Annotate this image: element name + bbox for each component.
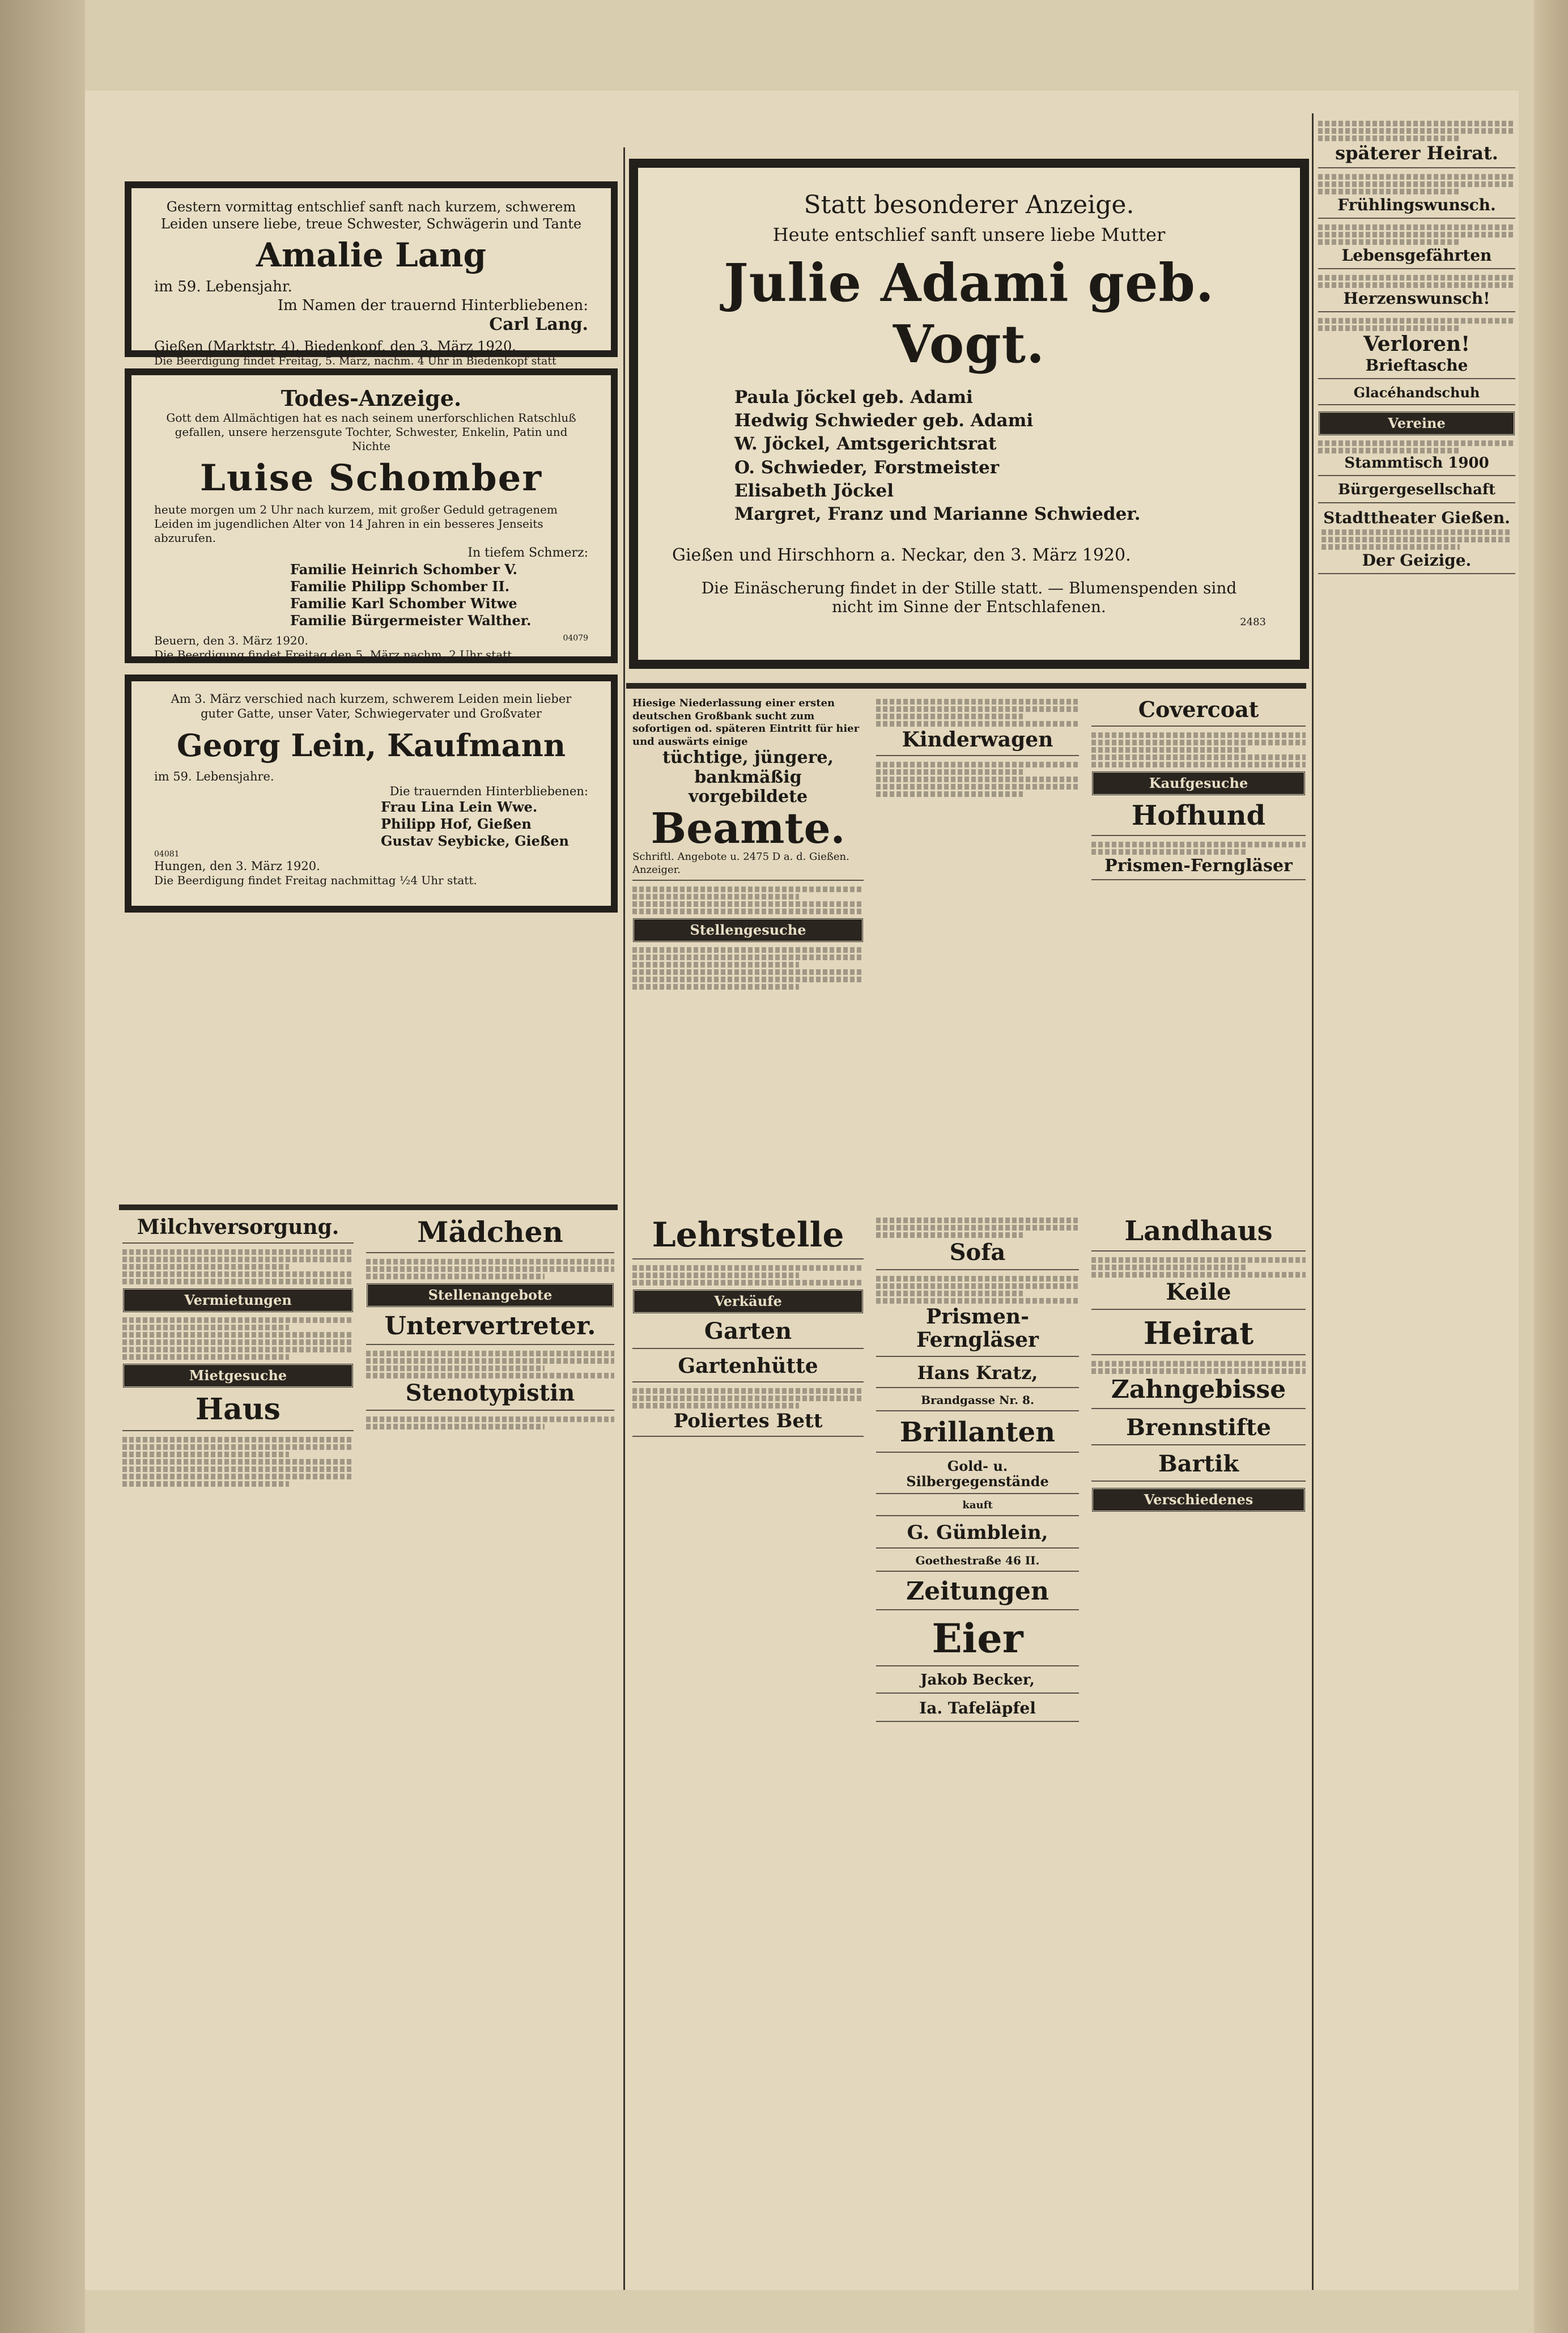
play-title: Der Geizige. — [1362, 550, 1472, 570]
funeral-info: Die Beerdigung findet Freitag den 5. März nachm. 2 Uhr statt. — [154, 647, 516, 661]
ref-number: 2483 — [1240, 616, 1266, 629]
primsen2-ad — [876, 1305, 1079, 1357]
gumblein-addr-ad — [876, 1554, 1079, 1572]
ad-column-4 — [873, 1216, 1082, 2290]
place-date: Hungen, den 3. März 1920. — [154, 859, 320, 873]
ref-number: 04081 — [154, 850, 180, 859]
ad-heading: Bürgergesellschaft — [1337, 481, 1496, 499]
hans-kratz-ad — [876, 1363, 1079, 1388]
ad-heading: Frühlingswunsch. — [1337, 195, 1496, 214]
ad-heading: G. Gümblein, — [907, 1521, 1048, 1544]
place-date: Gießen und Hirschhorn a. Neckar, den 3. März 1920. — [672, 545, 1131, 566]
notice-age: im 59. Lebensjahre. — [154, 769, 274, 783]
mourner: Hedwig Schwieder geb. Adami — [734, 410, 1034, 431]
ad-heading: Eier — [932, 1615, 1023, 1662]
binding-edge — [0, 0, 85, 2333]
deceased-name: Luise Schomber — [199, 457, 543, 499]
deceased-name: Julie Adami geb. Vogt. — [724, 252, 1214, 375]
sofa-ad — [876, 1240, 1079, 1270]
place-date — [154, 634, 588, 648]
gartenhuette-ad — [632, 1355, 864, 1382]
ad-heading: kauft — [962, 1499, 993, 1511]
ad-column-far-right — [1315, 119, 1519, 2290]
ad-heading: Mädchen — [417, 1216, 563, 1249]
mourner-list — [154, 561, 588, 629]
ad-heading: Lebensgefährten — [1341, 245, 1492, 265]
ad-heading: Bartik — [1158, 1450, 1239, 1477]
kinderwagen-ad — [876, 728, 1079, 756]
ad-column-mid-1 — [629, 697, 867, 1213]
herzenswunsch-ad — [1318, 290, 1515, 312]
keile-ad — [1091, 1279, 1306, 1310]
haus-ad — [122, 1393, 354, 1431]
primsen1-ad — [1091, 856, 1306, 881]
ad-heading: Prismen-Ferngläser — [1104, 855, 1293, 876]
section-header-kaufgesuche: Kaufgesuche — [1091, 771, 1306, 796]
ad-heading: späterer Heirat. — [1335, 142, 1498, 164]
ad-heading: Covercoat — [1138, 697, 1259, 722]
mourner: Familie Heinrich Schomber V. — [290, 561, 517, 578]
deceased-name: Amalie Lang — [256, 236, 487, 274]
stammtisch-ad — [1318, 455, 1515, 477]
funeral-info: Die Beerdigung findet Freitag nachmittag ½4 Uhr statt. — [154, 873, 477, 888]
jakob-becker-ad — [876, 1672, 1079, 1694]
ad-heading: Goethestraße 46 II. — [915, 1553, 1040, 1567]
ad-column-5 — [1088, 1216, 1309, 2290]
ad-heading: Milchversorgung. — [137, 1216, 339, 1239]
landhaus-ad — [1091, 1216, 1306, 1252]
gumblein-ad — [876, 1522, 1079, 1549]
mourner: Gustav Seybicke, Gießen — [381, 833, 569, 849]
mourner: Margret, Franz und Marianne Schwieder. — [734, 504, 1141, 525]
brillanten-ad — [876, 1417, 1079, 1453]
verloren-ad — [1318, 333, 1515, 379]
section-header-verschiedenes: Verschiedenes — [1091, 1487, 1306, 1512]
newspaper-page — [85, 91, 1519, 2290]
lebensgefaehrten-ad — [1318, 247, 1515, 269]
buergergesellschaft-ad — [1318, 482, 1515, 503]
ad-heading: Zeitungen — [906, 1576, 1049, 1606]
notice-intro: Am 3. März verschied nach kurzem, schwerem Leiden mein lieber guter Gatte, unser Vater, Schwiegervater und Großvater — [171, 692, 572, 721]
mourner-list — [672, 386, 1266, 526]
ref-number: 04079 — [563, 633, 588, 643]
gold-ad — [876, 1458, 1079, 1494]
section-header-stellenangebote: Stellenangebote — [366, 1283, 614, 1308]
ad-column-3 — [629, 1216, 867, 2290]
ad-heading: Jakob Becker, — [920, 1671, 1035, 1689]
page-edge — [1534, 0, 1568, 2333]
ad-heading: Garten — [704, 1318, 792, 1344]
polierbett-ad — [632, 1410, 864, 1437]
ad-heading: Untervertreter. — [384, 1311, 596, 1341]
hofhund-ad — [1091, 800, 1306, 836]
death-notice-schomber — [125, 368, 618, 663]
fruehlingswunsch-ad — [1318, 196, 1515, 219]
bartik-ad — [1091, 1451, 1306, 1482]
ad-heading: Zahngebisse — [1111, 1375, 1286, 1405]
ad-subheading: tüchtige, jüngere, bankmäßig vorgebildete — [662, 748, 834, 807]
ad-heading: Verloren! — [1363, 332, 1471, 357]
death-notice-adami — [629, 159, 1309, 669]
notice-intro: Heute entschlief sanft unsere liebe Mutter — [772, 224, 1166, 245]
ad-heading: Landhaus — [1124, 1216, 1273, 1247]
ad-heading: Stenotypistin — [405, 1380, 575, 1407]
place-date-text: Beuern, den 3. März 1920. — [154, 633, 308, 647]
place-date: Gießen (Marktstr. 4), Biedenkopf, den 3. März 1920. — [154, 338, 516, 354]
stenotypistin-ad — [366, 1380, 614, 1411]
ad-heading: Keile — [1166, 1279, 1231, 1306]
ad-heading: Hofhund — [1131, 799, 1266, 832]
mourner: Elisabeth Jöckel — [734, 480, 894, 501]
section-header-verkaeufe: Verkäufe — [632, 1289, 864, 1314]
heirat-request-ad — [1318, 143, 1515, 168]
column-rule — [1312, 113, 1314, 2290]
ad-heading: Glacéhandschuh — [1353, 384, 1480, 401]
ad-heading: Herzenswunsch! — [1343, 289, 1490, 308]
brennstifte-ad — [1091, 1415, 1306, 1445]
bank-ad — [632, 697, 864, 881]
mourner: Paula Jöckel geb. Adami — [734, 387, 973, 408]
garten-ad — [632, 1318, 864, 1349]
mourner-name: Carl Lang. — [489, 315, 588, 334]
glacehandschuh-ad — [1318, 385, 1515, 405]
notice-intro: Gott dem Allmächtigen hat es nach seinem unerforschlichen Ratschluß gefallen, unsere herzensgute Tochter, Schwester, Enkelin, Patin und Nichte — [166, 411, 576, 453]
ad-heading: Gold- u. Silbergegenstände — [906, 1457, 1049, 1490]
column-rule — [623, 147, 625, 2290]
ad-column-1 — [119, 1216, 357, 2290]
notice-intro: Gestern vormittag entschlief sanft nach kurzem, schwerem Leiden unsere liebe, treue Schwester, Schwägerin und Tante — [160, 199, 582, 232]
zeitungen-ad — [876, 1577, 1079, 1611]
untervertreter-ad — [366, 1312, 614, 1346]
ad-subheading: Brieftasche — [1365, 355, 1468, 375]
mourner: Philipp Hof, Gießen — [381, 816, 532, 832]
ad-heading: Brennstifte — [1126, 1414, 1271, 1441]
ad-heading: Gartenhütte — [678, 1354, 818, 1378]
ad-column-2 — [363, 1216, 618, 2290]
zahngebisse-ad — [1091, 1376, 1306, 1409]
maedchen-ad — [366, 1216, 614, 1253]
section-rule — [119, 1204, 618, 1210]
ad-heading: Haus — [196, 1392, 281, 1427]
ad-heading: Heirat — [1143, 1315, 1254, 1352]
ad-column-mid-3 — [1088, 697, 1309, 1213]
funeral-info: Die Beerdigung findet Freitag, 5. März, nachm. 4 Uhr in Biedenkopf statt — [154, 355, 556, 367]
ad-text: Hiesige Niederlassung einer ersten deutschen Großbank sucht zum sofortigen od. späteren Eintritt für hier und auswärts einige — [632, 697, 860, 748]
mourner: Familie Karl Schomber Witwe — [290, 595, 517, 612]
kauft-ad — [876, 1500, 1079, 1516]
notice-text: heute morgen um 2 Uhr nach kurzem, mit großer Geduld getragenem Leiden im jugendlichen Alter von 14 Jahren in ein besseres Jenseits abzurufen. — [154, 503, 558, 545]
ad-heading: Sofa — [949, 1239, 1006, 1266]
deceased-name: Georg Lein, Kaufmann — [176, 727, 566, 763]
mourners-intro: Im Namen der trauernd Hinterbliebenen: — [277, 296, 588, 314]
mourners-intro: In tiefem Schmerz: — [468, 546, 588, 560]
ad-heading: Stadttheater Gießen. — [1323, 508, 1510, 528]
ad-heading: Stammtisch 1900 — [1344, 454, 1489, 472]
death-notice-lein — [125, 675, 618, 913]
ad-heading: Prismen-Ferngläser — [916, 1305, 1039, 1352]
ad-heading: Brillanten — [899, 1416, 1056, 1448]
ad-heading: Lehrstelle — [652, 1216, 844, 1255]
notice-heading: Statt besonderer Anzeige. — [804, 190, 1134, 219]
mourner: Familie Philipp Schomber II. — [290, 578, 510, 595]
section-header-vermietungen: Vermietungen — [122, 1288, 354, 1313]
ad-heading: Ia. Tafeläpfel — [919, 1698, 1036, 1717]
section-rule — [626, 683, 1306, 689]
ad-heading: Brandgasse Nr. 8. — [921, 1393, 1034, 1407]
lehrstelle-ad — [632, 1216, 864, 1259]
mourner: O. Schwieder, Forstmeister — [734, 457, 1000, 478]
mourner: W. Jöckel, Amtsgerichtsrat — [734, 434, 997, 455]
ad-heading: Beamte. — [651, 804, 845, 853]
mourner-list — [154, 799, 588, 850]
section-header-mietgesuche: Mietgesuche — [122, 1363, 354, 1388]
section-header-stellengesuche: Stellengesuche — [632, 918, 864, 943]
stadttheater-ad — [1318, 509, 1515, 574]
mourners-intro: Die trauernden Hinterbliebenen: — [389, 784, 588, 798]
eier-ad — [876, 1616, 1079, 1666]
mourner: Familie Bürgermeister Walther. — [290, 612, 532, 629]
section-header-vereine: Vereine — [1318, 411, 1515, 436]
tafelaepfel-ad — [876, 1699, 1079, 1722]
notice-heading: Todes-Anzeige. — [281, 385, 462, 411]
ad-heading: Poliertes Bett — [673, 1410, 823, 1433]
mourner: Frau Lina Lein Wwe. — [381, 799, 538, 815]
ad-contact: Schriftl. Angebote u. 2475 D a. d. Gießen. Anzeiger. — [632, 851, 849, 876]
cremation-info: Die Einäscherung findet in der Stille statt. — Blumenspenden sind nicht im Sinne der Entschlafenen. — [701, 579, 1237, 617]
covercoat-ad — [1091, 697, 1306, 727]
ad-column-mid-2 — [873, 697, 1082, 1213]
hans-kratz-addr-ad — [876, 1394, 1079, 1411]
death-notice-lang — [125, 181, 618, 367]
ad-heading: Hans Kratz, — [917, 1361, 1038, 1384]
milchversorgung-ad — [122, 1216, 354, 1244]
notice-age: im 59. Lebensjahr. — [154, 278, 292, 295]
heirat-ad — [1091, 1316, 1306, 1355]
ad-heading: Kinderwagen — [902, 728, 1053, 752]
